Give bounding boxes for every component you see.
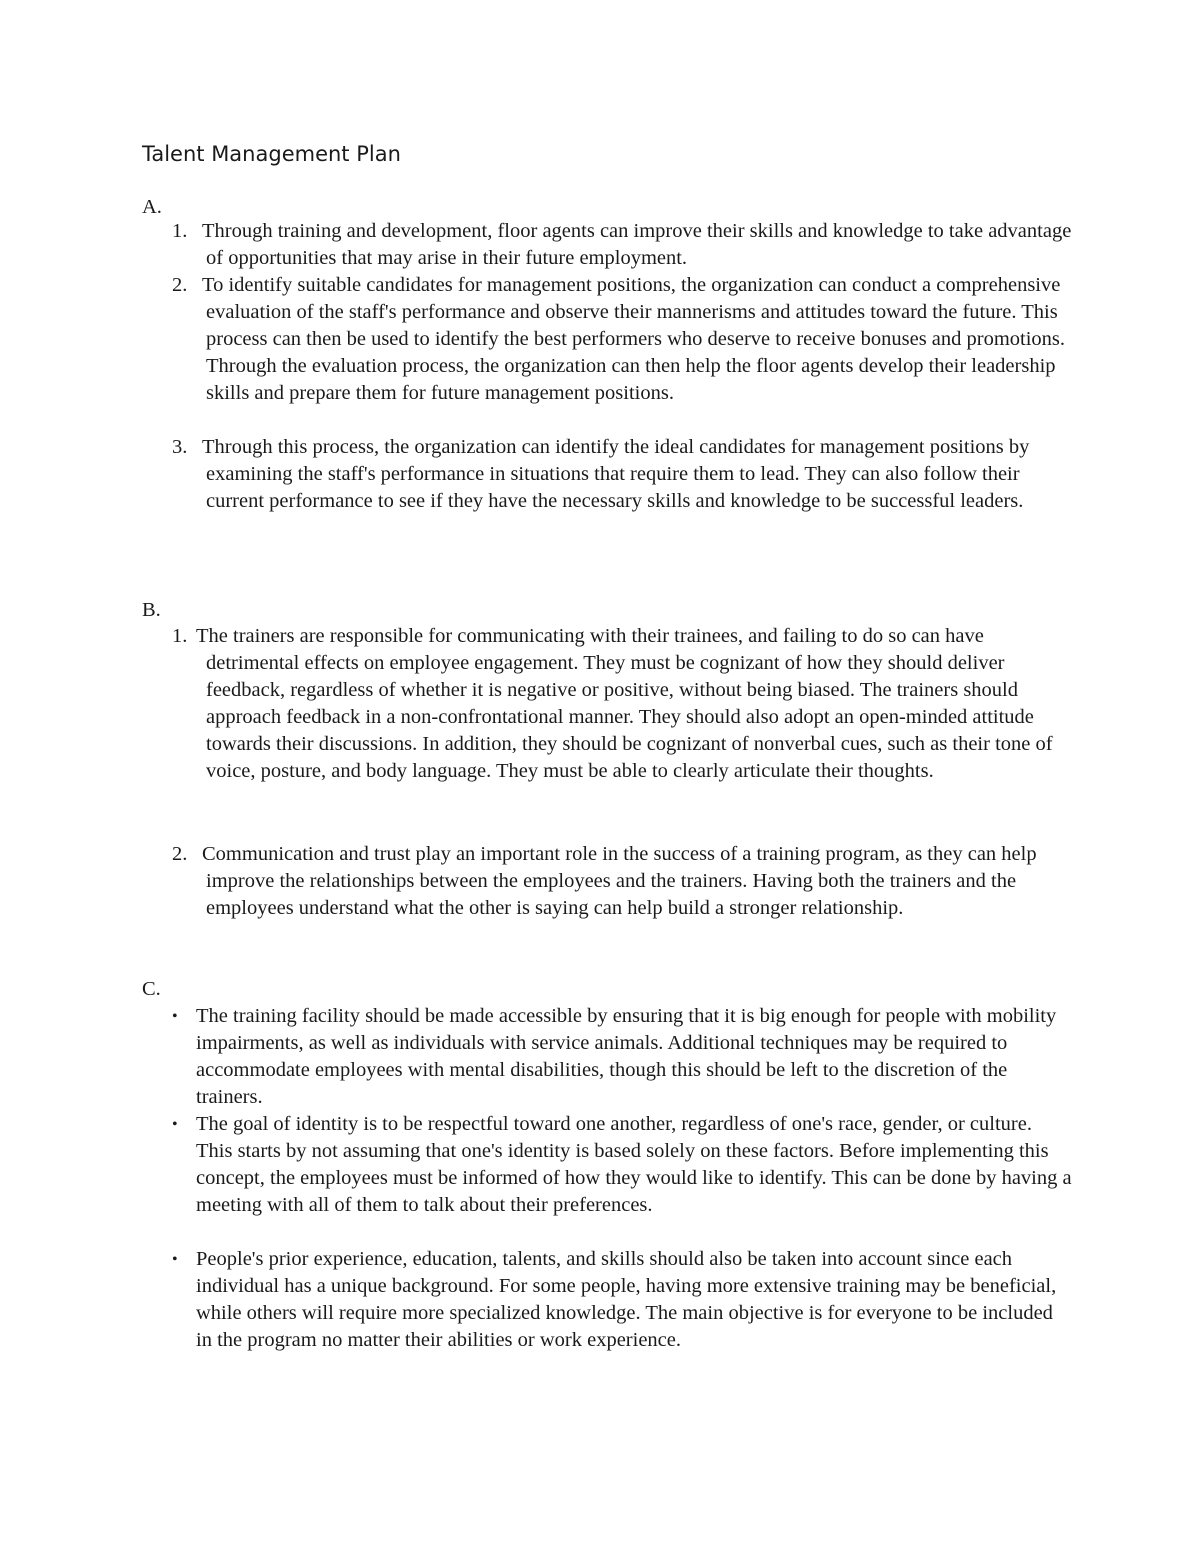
section-a-label: A.: [142, 196, 162, 218]
list-marker: 1.: [172, 625, 188, 647]
list-item-text: Through this process, the organization can identify the ideal candidates for management positions by examining the staff's performance in situations that require them to lead. They can also follow their current performance to see if they have the necessary skills and knowledge to be successful leaders.: [202, 436, 1030, 512]
list-marker: 2.: [172, 274, 188, 296]
list-item-text: Through training and development, floor agents can improve their skills and knowledge to take advantage of opportunities that may arise in their future employment.: [202, 220, 1072, 269]
list-marker: 2.: [172, 843, 188, 865]
bullet-icon: •: [172, 1008, 178, 1025]
list-item-text: The goal of identity is to be respectful toward one another, regardless of one's race, gender, or culture. This starts by not assuming that one's identity is based solely on these factors. Before implementing this concept, the employees must be informed of how they would like to identify. This can be done by having a meeting with all of them to talk about their preferences.: [196, 1113, 1072, 1216]
section-c-item-3: [172, 1246, 1072, 1354]
list-item-text: To identify suitable candidates for management positions, the organization can conduct a comprehensive evaluation of the staff's performance and observe their mannerisms and attitudes toward the future. This process can then be used to identify the best performers who deserve to receive bonuses and promotions. Through the evaluation process, the organization can then help the floor agents develop their leadership skills and prepare them for future management positions.: [202, 274, 1066, 404]
section-a-item-3: [172, 434, 1072, 515]
list-item-text: Communication and trust play an important role in the success of a training program, as they can help improve the relationships between the employees and the trainers. Having both the trainers and the employees understand what the other is saying can help build a stronger relationship.: [202, 843, 1037, 919]
section-b-item-1: [172, 623, 1072, 785]
section-a-item-1: [172, 218, 1072, 272]
document-title: Talent Management Plan: [142, 142, 401, 166]
section-c-item-2: [172, 1111, 1072, 1219]
section-b-label: B.: [142, 599, 161, 621]
bullet-icon: •: [172, 1116, 178, 1133]
list-marker: 3.: [172, 436, 188, 458]
list-item-text: The trainers are responsible for communicating with their trainees, and failing to do so can have detrimental effects on employee engagement. They must be cognizant of how they should deliver feedback, regardless of whether it is negative or positive, without being biased. The trainers should approach feedback in a non-confrontational manner. They should also adopt an open-minded attitude towards their discussions. In addition, they should be cognizant of nonverbal cues, such as their tone of voice, posture, and body language. They must be able to clearly articulate their thoughts.: [196, 625, 1053, 782]
list-item-text: The training facility should be made accessible by ensuring that it is big enough for people with mobility impairments, as well as individuals with service animals. Additional techniques may be required to accommodate employees with mental disabilities, though this should be left to the discretion of the trainers.: [196, 1005, 1057, 1108]
bullet-icon: •: [172, 1251, 178, 1268]
section-c-item-1: [172, 1003, 1072, 1111]
list-item-text: People's prior experience, education, talents, and skills should also be taken into account since each individual has a unique background. For some people, having more extensive training may be beneficial, while others will require more specialized knowledge. The main objective is for everyone to be included in the program no matter their abilities or work experience.: [196, 1248, 1057, 1351]
list-marker: 1.: [172, 220, 188, 242]
section-a-item-2: [172, 272, 1072, 407]
section-c-label: C.: [142, 978, 161, 1000]
section-b-item-2: [172, 841, 1072, 922]
